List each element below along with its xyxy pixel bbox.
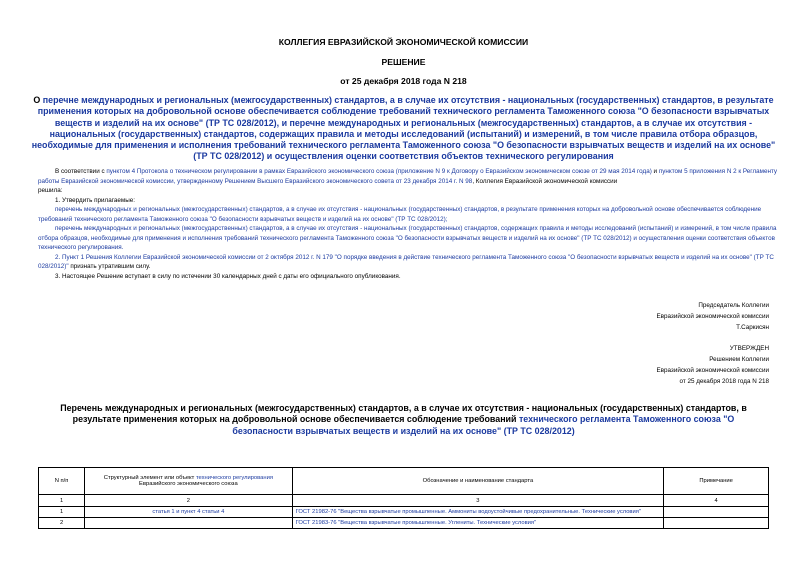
row-note [664,507,769,518]
decision-title [30,95,777,163]
header-element-link[interactable]: технического регулирования [195,475,273,481]
approval-line: УТВЕРЖДЕН [729,345,769,352]
signature-name: Т.Саркисян [736,324,769,331]
col-number: 1 [39,495,85,507]
item-3: 3. Настоящее Решение вступает в силу по истечении 30 календарных дней с даты его официального опубликования. [55,272,401,280]
org-heading: КОЛЛЕГИЯ ЕВРАЗИЙСКОЙ ЭКОНОМИЧЕСКОЙ КОМИССИИ [278,37,529,47]
table-row [39,507,769,518]
item-1b-link[interactable]: перечень международных и региональных (межгосударственных) стандартов, а в случае их отсутствия - национальных (государственных) стандартов, содержащих правила и методы исследований (испытаний) и измерений, в том числе правила отбора образцов, необходимые для применения и исполнения требований технического регламента Таможенного союза "О безопасности взрывчатых веществ и изделий на их основе" (ТР ТС 028/2012) и осуществления оценки соответствия объектов технического регулирования. [38,225,777,251]
approval-line: Решением Коллегии [709,356,769,363]
preamble-text-3: , Коллегия Евразийской экономической комиссии [472,177,618,185]
row-element-link[interactable]: статья 1 и пункт 4 статьи 4 [85,507,292,518]
approval-block [656,343,769,387]
row-note [664,518,769,529]
protocol-link[interactable]: пунктом 4 Протокола о техническом регулировании в рамках Евразийского экономического союза (приложение N 9 к Договору о Евразийском экономическом союзе от 29 мая 2014 года) [106,168,652,175]
header-element-text-2: Евразийского экономического союза [139,481,238,487]
approval-line: Евразийской экономической комиссии [656,367,769,374]
item-1: 1. Утвердить прилагаемые: [55,196,135,204]
header-standard: Обозначение и наименование стандарта [292,468,664,495]
signature-line: Евразийской экономической комиссии [656,313,769,320]
col-number: 3 [292,495,664,507]
col-number: 2 [85,495,292,507]
table-header-row [39,468,769,495]
signature-line: Председатель Коллегии [698,302,769,309]
item-2-text: признать утратившим силу. [68,263,151,270]
col-number: 4 [664,495,769,507]
standards-table [38,467,769,529]
header-element-text: Структурный элемент или объект [103,475,196,481]
regulation-link[interactable]: пунктом 5 приложения N 2 к Регламенту работы Евразийской экономической комиссии, утвержденному Решением Высшего Евразийского экономического совета от 23 декабря 2014 г. N 98 [38,168,778,185]
item-2 [38,253,783,272]
doc-type-heading: РЕШЕНИЕ [381,57,426,67]
resolved-text: решила: [38,187,63,194]
header-element [85,468,292,495]
row-standard-link[interactable]: ГОСТ 21983-76 "Вещества взрывчатые промышленные. Углениты. Технические условия" [292,518,664,529]
signature-block [656,300,769,333]
decision-body [38,167,783,281]
header-num: N п/п [39,468,85,495]
table-column-numbers-row [39,495,769,507]
approval-date: от 25 декабря 2018 года N 218 [679,378,769,385]
header-note: Примечание [664,468,769,495]
doc-date-heading: от 25 декабря 2018 года N 218 [340,76,467,86]
list-title-link[interactable]: технического регламента Таможенного союза "О безопасности взрывчатых веществ и изделий на их основе" (ТР ТС 028/2012) [232,414,735,436]
item-1a-link[interactable]: перечень международных и региональных (межгосударственных) стандартов, а в случае их отсутствия - национальных (государственных) стандартов, в результате применения которых на добровольной основе обеспечивается соблюдение требований технического регламента Таможенного союза "О безопасности взрывчатых веществ и изделий на их основе" (ТР ТС 028/2012); [38,206,762,223]
table-row [39,518,769,529]
list-title [45,403,762,437]
list-title-text: Перечень международных и региональных (межгосударственных) стандартов, а в случае их отсутствия - национальных (государственных) стандартов, в результате применения которых на добровольной основе обеспечивается соблюдение требований [60,403,747,425]
row-element [85,518,292,529]
item-2-link[interactable]: 2. Пункт 1 Решения Коллегии Евразийской экономической комиссии от 2 октября 2012 г. N 179 "О порядке введения в действие технического регламента Таможенного союза "О безопасности взрывчатых веществ и изделий на их основе" (ТР ТС 028/2012)" [38,253,774,270]
row-standard-link[interactable]: ГОСТ 21982-76 "Вещества взрывчатые промышленные. Аммониты водоустойчивые предохранительные. Технические условия" [292,507,664,518]
decision-title-prefix: О [33,95,43,105]
row-num: 1 [39,507,85,518]
decision-title-link[interactable]: перечне международных и региональных (межгосударственных) стандартов, а в случае их отсутствия - национальных (государственных) стандартов, в результате применения которых на добровольной основе обеспечивается соблюдение требований технического регламента Таможенного союза "О безопасности взрывчатых веществ и изделий на их основе" (ТР ТС 028/2012), и перечне международных и региональных (межгосударственных) стандартов, а в случае их отсутствия - национальных (государственных) стандартов, содержащих правила и методы исследований (испытаний) и измерений, в том числе правила отбора образцов, необходимые для применения и исполнения требований технического регламента Таможенного союза "О безопасности взрывчатых веществ и изделий на их основе" (ТР ТС 028/2012) и осуществления оценки соответствия объектов технического регулирования [31,95,776,162]
preamble-text-2: и [651,168,659,175]
preamble-paragraph [38,167,783,186]
preamble-text-1: В соответствии с [55,168,107,175]
row-num: 2 [39,518,85,529]
